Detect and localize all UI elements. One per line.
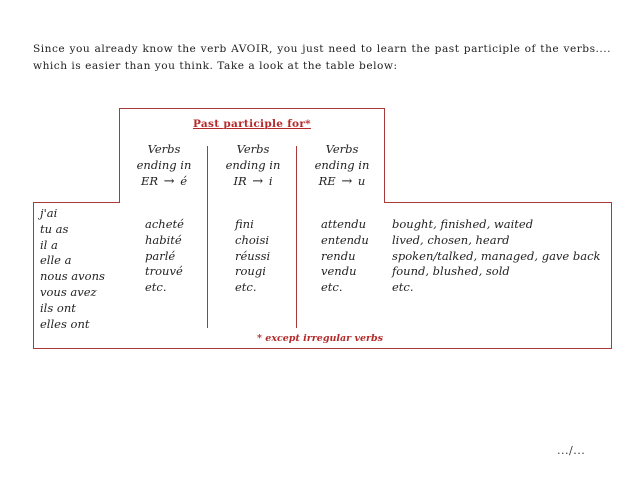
- table-border-outer-top-right: [384, 202, 612, 203]
- ending-from: RE: [318, 174, 336, 188]
- column-header-ending: [124, 173, 204, 190]
- table-border-outer-left: [33, 202, 34, 349]
- column-header-ir: [213, 141, 293, 190]
- column-header-line1: Verbs: [147, 142, 181, 156]
- list-item: etc.: [321, 280, 343, 295]
- column-divider-2: [296, 146, 297, 328]
- list-item: etc.: [145, 280, 167, 295]
- list-item: bought, finished, waited: [392, 217, 534, 231]
- ir-participle-list: [235, 217, 270, 296]
- list-item: attendu: [321, 217, 367, 231]
- table-border-inner-right: [384, 108, 385, 203]
- right-arrow-icon: →: [252, 174, 264, 189]
- translation-list: [392, 217, 601, 296]
- list-item: trouvé: [145, 264, 183, 279]
- list-item: nous avons: [40, 269, 105, 284]
- right-arrow-icon: →: [163, 174, 175, 189]
- list-item: fini: [235, 217, 254, 231]
- column-header-line1: Verbs: [236, 142, 270, 156]
- page-continuation-marker: .../...: [557, 444, 586, 457]
- column-header-line2: ending in: [225, 158, 281, 172]
- list-item: rendu: [321, 248, 356, 263]
- table-title: Past participle for*: [193, 118, 311, 130]
- list-item: vendu: [321, 264, 357, 279]
- list-item: etc.: [392, 280, 414, 295]
- ending-to: é: [180, 174, 188, 188]
- ending-from: ER: [140, 174, 159, 188]
- table-border-top: [119, 108, 385, 109]
- table-border-outer-bottom: [33, 348, 612, 349]
- list-item: ils ont: [40, 300, 76, 315]
- ending-to: u: [357, 174, 366, 188]
- list-item: elles ont: [40, 316, 90, 331]
- intro-paragraph: Since you already know the verb AVOIR, you just need to learn the past participle of the verbs.... which is easier than you think. Take a look at the table below:: [33, 43, 611, 72]
- list-item: etc.: [235, 280, 257, 295]
- column-header-ending: [302, 173, 382, 190]
- column-header-er: [124, 141, 204, 190]
- list-item: j'ai: [40, 206, 58, 220]
- table-footnote: * except irregular verbs: [257, 333, 384, 344]
- column-divider-1: [207, 146, 208, 328]
- list-item: choisi: [235, 232, 270, 247]
- er-participle-list: [145, 217, 184, 296]
- list-item: rougi: [235, 264, 266, 279]
- re-participle-list: [321, 217, 369, 296]
- list-item: tu as: [40, 221, 69, 236]
- list-item: lived, chosen, heard: [392, 232, 510, 247]
- list-item: acheté: [145, 217, 184, 231]
- table-border-outer-top-left: [33, 202, 120, 203]
- list-item: spoken/talked, managed, gave back: [392, 248, 601, 263]
- column-header-line2: ending in: [314, 158, 370, 172]
- column-header-ending: [213, 173, 293, 190]
- column-header-line2: ending in: [136, 158, 192, 172]
- list-item: vous avez: [40, 284, 97, 299]
- ending-from: IR: [233, 174, 247, 188]
- list-item: found, blushed, sold: [392, 264, 510, 279]
- list-item: il a: [40, 237, 58, 252]
- list-item: habité: [145, 232, 182, 247]
- column-header-re: [302, 141, 382, 190]
- list-item: parlé: [145, 248, 176, 263]
- right-arrow-icon: →: [341, 174, 353, 189]
- list-item: réussi: [235, 248, 271, 263]
- pronoun-list: [40, 206, 105, 332]
- list-item: entendu: [321, 232, 369, 247]
- table-border-outer-right: [611, 202, 612, 349]
- list-item: elle a: [40, 253, 72, 268]
- ending-to: i: [268, 174, 273, 188]
- column-header-line1: Verbs: [325, 142, 359, 156]
